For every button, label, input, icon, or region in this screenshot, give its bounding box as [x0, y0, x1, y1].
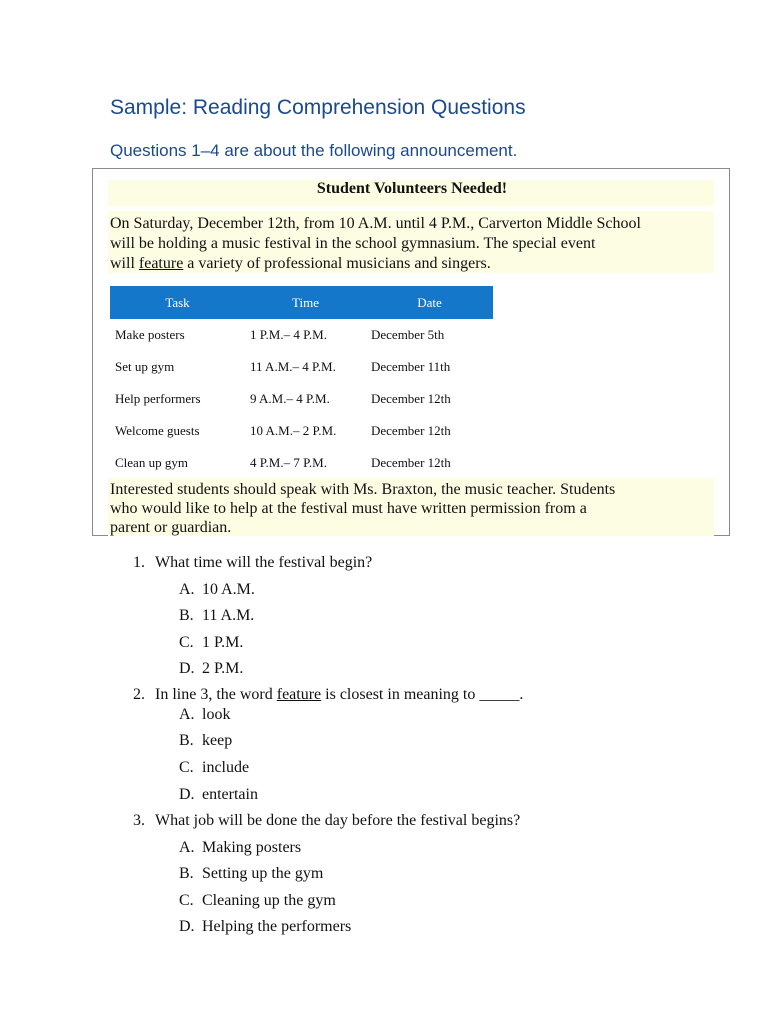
option-text: look [202, 706, 231, 723]
answer-option [179, 706, 230, 724]
option-letter: B. [179, 732, 194, 749]
underlined-word: feature [138, 255, 184, 272]
time-cell: 10 A.M.– 2 P.M. [250, 423, 337, 438]
option-letter: C. [179, 892, 194, 909]
announcement-heading: Student Volunteers Needed! [316, 180, 508, 197]
question-text: What job will be done the day before the festival begins? [155, 812, 521, 829]
task-cell: Welcome guests [115, 423, 200, 438]
task-cell: Help performers [115, 391, 201, 406]
question-text-start: In line 3, the word [155, 686, 277, 703]
answer-option [179, 732, 232, 750]
body-line [110, 254, 720, 274]
option-letter: A. [179, 581, 195, 598]
question-text-end: is closest in meaning to _____. [321, 686, 524, 703]
option-text: keep [202, 732, 233, 749]
time-cell: 9 A.M.– 4 P.M. [250, 391, 330, 406]
option-letter: B. [179, 865, 194, 882]
footer-line: parent or guardian. [110, 519, 232, 536]
answer-option [179, 918, 351, 936]
option-text: include [202, 759, 250, 776]
answer-option [179, 892, 336, 910]
table-row [110, 383, 493, 415]
answer-option [179, 660, 243, 678]
option-letter: A. [179, 839, 195, 856]
question-stem [133, 686, 523, 704]
task-cell: Set up gym [115, 359, 175, 374]
option-text: 11 A.M. [202, 607, 255, 624]
date-cell: December 12th [371, 455, 451, 470]
option-text: Making posters [202, 839, 302, 856]
option-text: Setting up the gym [202, 865, 324, 882]
page-title: Sample: Reading Comprehension Questions [110, 96, 526, 119]
date-cell: December 12th [371, 423, 451, 438]
column-header-time: Time [245, 286, 366, 319]
answer-option [179, 786, 258, 804]
answer-option [179, 759, 249, 777]
option-letter: C. [179, 634, 194, 651]
schedule-table [110, 286, 493, 479]
answer-option [179, 839, 301, 857]
time-cell: 4 P.M.– 7 P.M. [250, 455, 327, 470]
time-cell: 11 A.M.– 4 P.M. [250, 359, 336, 374]
option-text: Cleaning up the gym [202, 892, 336, 909]
question-text: What time will the festival begin? [155, 554, 373, 571]
table-header-row [110, 286, 493, 319]
option-text: 10 A.M. [202, 581, 255, 598]
option-letter: B. [179, 607, 194, 624]
page-subtitle: Questions 1–4 are about the following announcement. [110, 141, 518, 160]
announcement-body [110, 214, 720, 274]
option-letter: C. [179, 759, 194, 776]
question-number: 1. [133, 554, 145, 571]
column-header-date: Date [366, 286, 493, 319]
question-number: 2. [133, 686, 145, 703]
table-row [110, 319, 493, 351]
date-cell: December 5th [371, 327, 445, 342]
question-stem [133, 812, 520, 830]
option-letter: D. [179, 918, 195, 935]
date-cell: December 12th [371, 391, 451, 406]
option-letter: A. [179, 706, 195, 723]
body-line-rest: a variety of professional musicians and singers. [183, 255, 491, 272]
footer-line: who would like to help at the festival must have written permission from a [110, 500, 587, 517]
column-header-task: Task [110, 286, 245, 319]
option-letter: D. [179, 786, 195, 803]
option-text: 1 P.M. [202, 634, 244, 651]
answer-option [179, 634, 243, 652]
table-row [110, 351, 493, 383]
date-cell: December 11th [371, 359, 451, 374]
table-row [110, 447, 493, 479]
answer-option [179, 607, 254, 625]
option-letter: D. [179, 660, 195, 677]
announcement-footer [110, 480, 720, 537]
body-line: will be holding a music festival in the school gymnasium. The special event [110, 235, 596, 252]
footer-line: Interested students should speak with Ms. Braxton, the music teacher. Students [110, 481, 616, 498]
option-text: 2 P.M. [202, 660, 244, 677]
body-line: On Saturday, December 12th, from 10 A.M. until 4 P.M., Carverton Middle School [110, 215, 641, 232]
question-stem [133, 554, 372, 572]
underlined-word: feature [276, 686, 322, 703]
option-text: Helping the performers [202, 918, 352, 935]
time-cell: 1 P.M.– 4 P.M. [250, 327, 327, 342]
answer-option [179, 581, 255, 599]
body-line-start: will [110, 255, 139, 272]
question-number: 3. [133, 812, 145, 829]
table-row [110, 415, 493, 447]
answer-option [179, 865, 323, 883]
task-cell: Clean up gym [115, 455, 188, 470]
option-text: entertain [202, 786, 258, 803]
task-cell: Make posters [115, 327, 185, 342]
